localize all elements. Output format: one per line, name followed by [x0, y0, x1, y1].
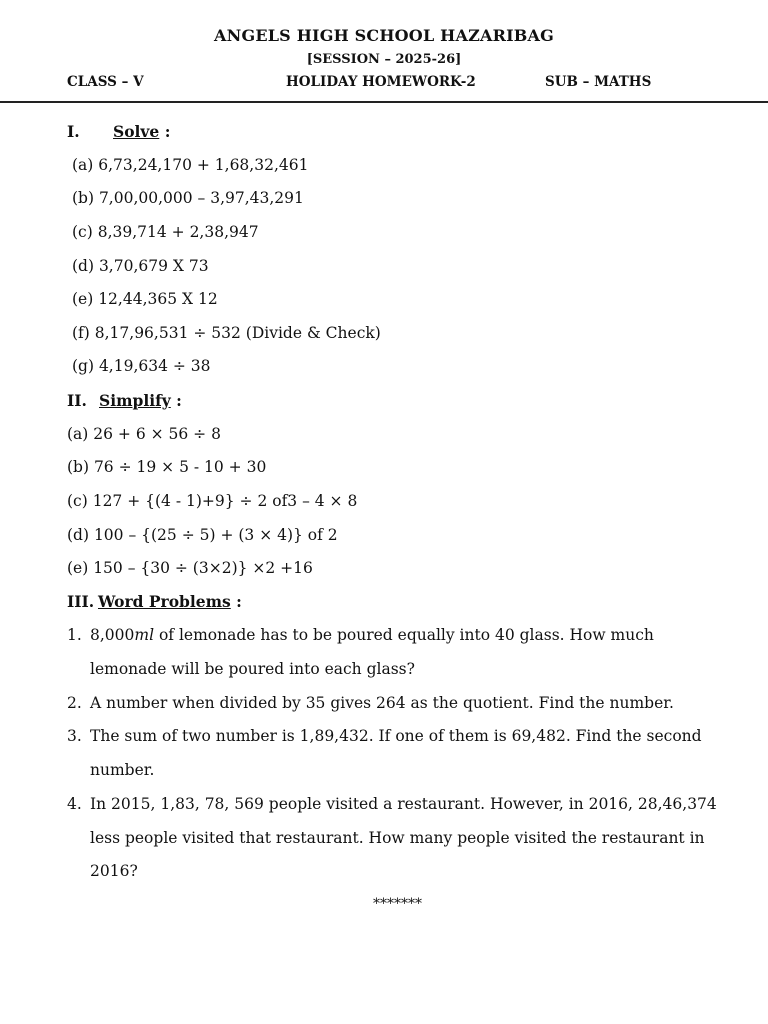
simplify-item-b: (b) 76 ÷ 19 × 5 - 10 + 30 [67, 458, 267, 476]
problem-1-line-2: lemonade will be poured into each glass? [90, 660, 415, 678]
section-3-colon: : [230, 592, 242, 611]
end-stars: ******* [373, 896, 422, 912]
subject-label: SUB – MATHS [545, 74, 652, 90]
section-1-title: Solve [113, 122, 160, 141]
problem-1-number: 1. [67, 626, 82, 644]
simplify-item-c: (c) 127 + {(4 - 1)+9} ÷ 2 of3 – 4 × 8 [67, 492, 358, 510]
section-3-numeral: III. [67, 592, 95, 611]
problem-4-number: 4. [67, 795, 82, 813]
problem-1-line-1 [90, 625, 654, 645]
section-1-numeral: I. [67, 122, 80, 141]
section-1-heading [113, 122, 170, 141]
problem-1-text: of lemonade has to be poured equally into 40 glass. How much [154, 626, 654, 644]
problem-3-line-2: number. [90, 761, 155, 779]
header-divider [0, 101, 768, 103]
simplify-item-e: (e) 150 – {30 ÷ (3×2)} ×2 +16 [67, 559, 313, 577]
solve-item-g: (g) 4,19,634 ÷ 38 [72, 357, 211, 375]
simplify-item-d: (d) 100 – {(25 ÷ 5) + (3 × 4)} of 2 [67, 526, 338, 544]
section-3-title: Word Problems [98, 592, 231, 611]
problem-4-line-1: In 2015, 1,83, 78, 569 people visited a restaurant. However, in 2016, 28,46,374 [90, 795, 717, 813]
solve-item-c: (c) 8,39,714 + 2,38,947 [72, 223, 259, 241]
problem-2-number: 2. [67, 694, 82, 712]
solve-item-a: (a) 6,73,24,170 + 1,68,32,461 [72, 156, 309, 174]
problem-4-line-3: 2016? [90, 862, 138, 880]
class-label: CLASS – V [67, 74, 144, 90]
simplify-item-a: (a) 26 + 6 × 56 ÷ 8 [67, 425, 221, 443]
section-2-heading [99, 391, 182, 410]
solve-item-e: (e) 12,44,365 X 12 [72, 290, 218, 308]
problem-1-unit: ml [134, 626, 155, 644]
section-2-numeral: II. [67, 391, 87, 410]
section-3-heading [98, 592, 242, 611]
homework-title: HOLIDAY HOMEWORK-2 [286, 74, 476, 90]
problem-1-quantity: 8,000 [90, 626, 135, 644]
solve-item-d: (d) 3,70,679 X 73 [72, 257, 209, 275]
solve-item-b: (b) 7,00,00,000 – 3,97,43,291 [72, 189, 304, 207]
problem-3-number: 3. [67, 727, 82, 745]
section-1-colon: : [159, 122, 171, 141]
problem-2-line-1: A number when divided by 35 gives 264 as the quotient. Find the number. [90, 694, 674, 712]
problem-3-line-1: The sum of two number is 1,89,432. If one of them is 69,482. Find the second [90, 727, 702, 745]
school-name: ANGELS HIGH SCHOOL HAZARIBAG [214, 26, 554, 45]
session-label: [SESSION – 2025-26] [306, 52, 462, 67]
section-2-colon: : [170, 391, 182, 410]
section-2-title: Simplify [99, 391, 171, 410]
solve-item-f: (f) 8,17,96,531 ÷ 532 (Divide & Check) [72, 324, 381, 342]
problem-4-line-2: less people visited that restaurant. How many people visited the restaurant in [90, 829, 705, 847]
